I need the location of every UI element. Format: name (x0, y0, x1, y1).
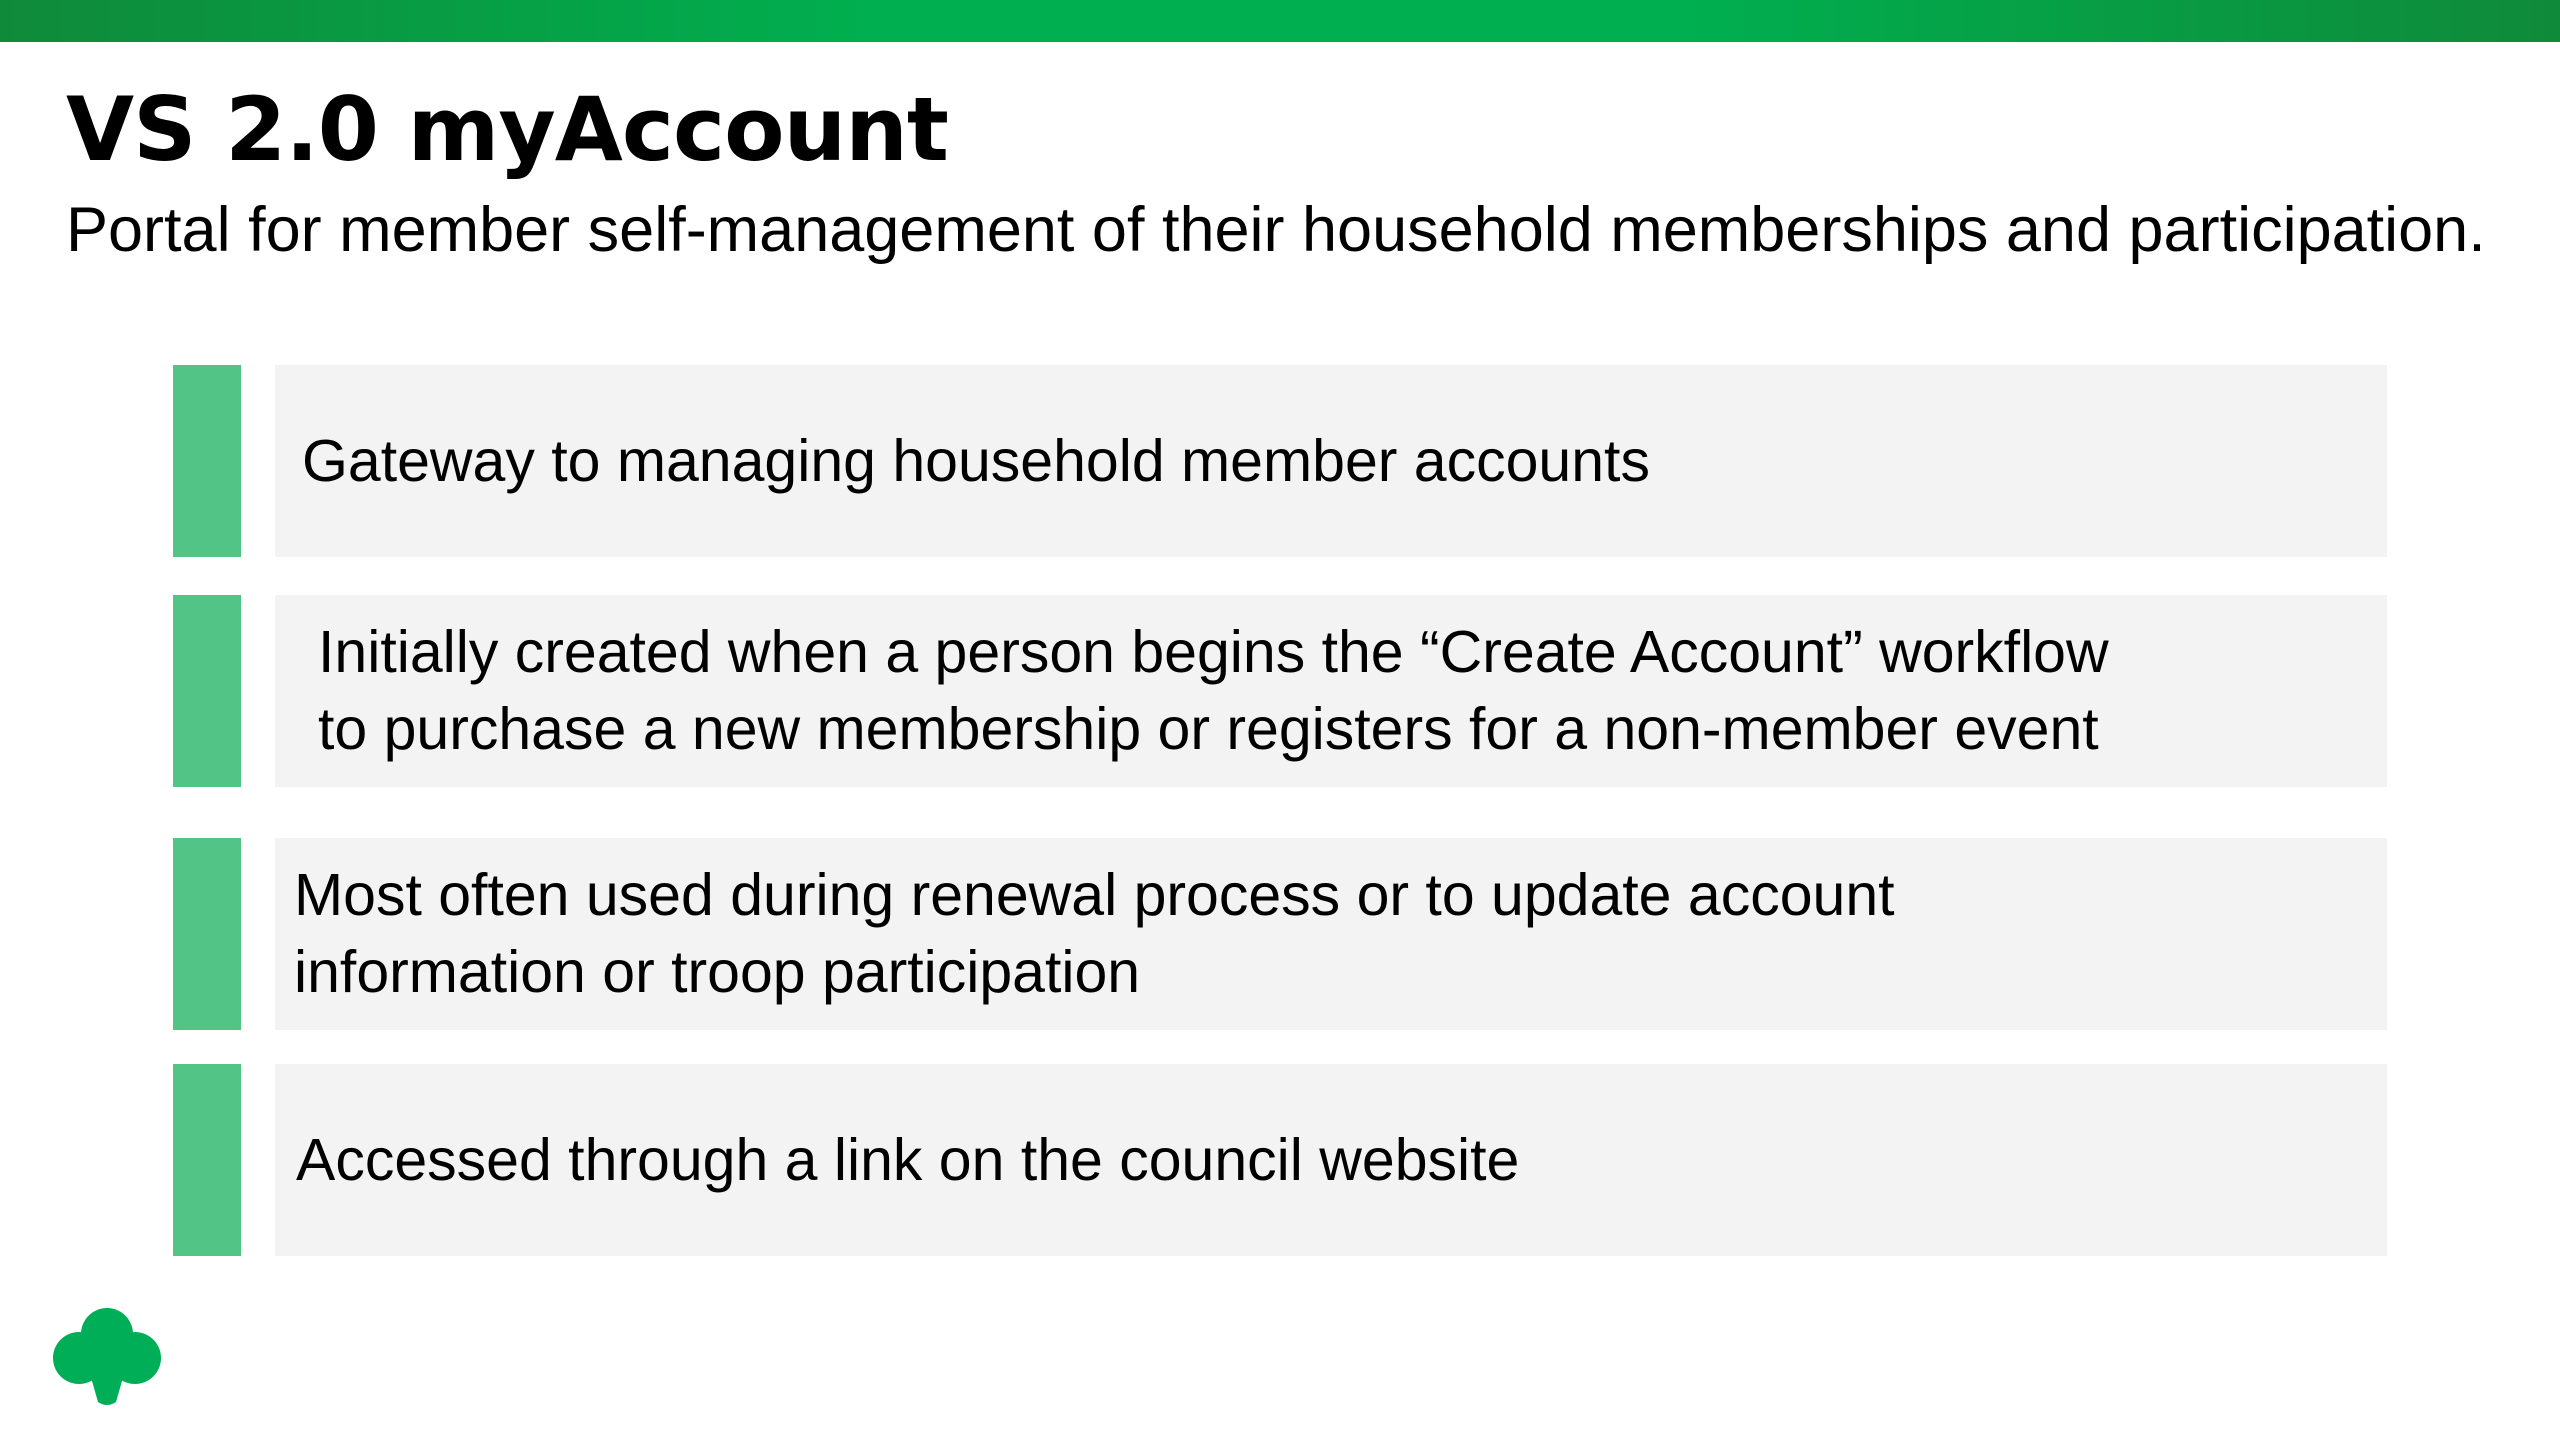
top-header-bar (0, 0, 2560, 42)
bullet-accent-bar (173, 595, 241, 787)
bullet-box (275, 838, 2387, 1030)
bullet-text: Most often used during renewal process or to update account information or troop participation (294, 862, 1895, 1005)
bullet-text: Accessed through a link on the council website (296, 1126, 1520, 1193)
slide-subtitle: Portal for member self-management of their household memberships and participation. (66, 195, 2486, 265)
bullet-accent-bar (173, 1064, 241, 1256)
bullet-box (275, 365, 2387, 557)
bullet-accent-bar (173, 838, 241, 1030)
bullet-accent-bar (173, 365, 241, 557)
trefoil-icon (52, 1304, 162, 1408)
bullet-box (275, 595, 2387, 787)
slide-title: VS 2.0 myAccount (66, 78, 948, 181)
bullet-text: Gateway to managing household member accounts (302, 427, 1650, 494)
bullet-box (275, 1064, 2387, 1256)
bullet-text: Initially created when a person begins the “Create Account” workflow to purchase a new membership or registers for a non-member event (318, 619, 2109, 762)
